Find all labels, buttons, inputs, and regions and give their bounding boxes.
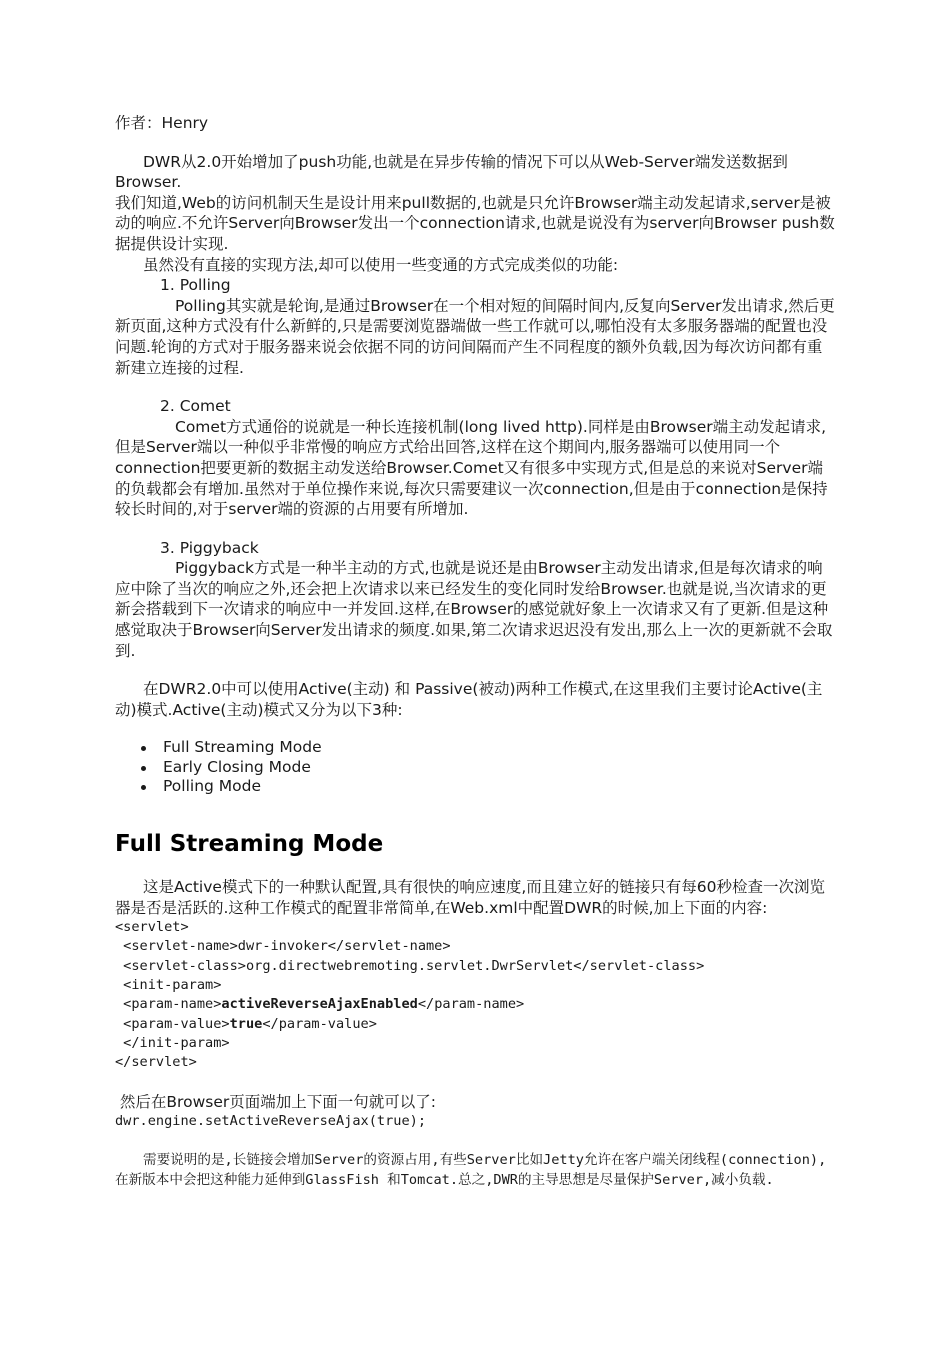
code-line: </param-value> xyxy=(262,1015,377,1032)
intro-paragraph-1: DWR从2.0开始增加了push功能,也就是在异步传输的情况下可以从Web-Server端发送数据到Browser. xyxy=(115,152,788,192)
section-intro: 这是Active模式下的一种默认配置,具有很快的响应速度,而且建立好的链接只有每60秒检查一次浏览器是否是活跃的.这种工作模式的配置非常简单,在Web.xml中配置DWR的时候,加上下面的内容: xyxy=(115,877,826,917)
method-title-polling: 1. Polling xyxy=(160,276,231,295)
browser-code: dwr.engine.setActiveReverseAjax(true); xyxy=(115,1113,426,1130)
code-line: <param-name> xyxy=(115,996,222,1013)
closing-note: 需要说明的是,长链接会增加Server的资源占用,有些Server比如Jetty允许在客户端关闭线程(connection),在新版本中会把这种能力延伸到GlassFish 和Tomcat.总之,DWR的主导思想是尽量保护Server,减小负载. xyxy=(115,1152,827,1189)
code-keyword: activeReverseAjaxEnabled xyxy=(221,996,418,1013)
author-line: 作者：Henry xyxy=(115,114,209,132)
modes-list xyxy=(115,738,837,797)
code-block xyxy=(115,918,837,1072)
intro-paragraph-2: 我们知道,Web的访问机制天生是设计用来pull数据的,也就是只允许Browser端主动发起请求,server是被动的响应.不允许Server向Browser发出一个connection请求,也就是说没有为server向Browser push数据提供设计实现. xyxy=(115,193,835,253)
intro-paragraph-3: 虽然没有直接的实现方法,却可以使用一些变通的方式完成类似的功能: xyxy=(143,255,619,274)
code-line: </param-name> xyxy=(417,996,525,1013)
browser-instruction: 然后在Browser页面端加上下面一句就可以了: xyxy=(115,1092,436,1111)
code-keyword: true xyxy=(229,1015,263,1032)
code-line: <init-param> xyxy=(115,977,222,994)
list-item: Polling Mode xyxy=(163,777,837,797)
spacer xyxy=(115,378,837,396)
method-body-polling: Polling其实就是轮询,是通过Browser在一个相对短的间隔时间内,反复向Server发出请求,然后更新页面,这种方式没有什么新鲜的,只是需要浏览器端做一些工作就可以,哪怕没有太多服务器端的配置也没问题.轮询的方式对于服务器来说会依据不同的访问间隔而产生不同程度的额外负载,因为每次访问都有重新建立连接的过程. xyxy=(115,296,835,377)
code-line: <servlet-class>org.directwebremoting.servlet.DwrServlet</servlet-class> xyxy=(115,957,705,974)
method-body-comet: Comet方式通俗的说就是一种长连接机制(long lived http).同样是由Browser端主动发起请求,但是Server端以一种似乎非常慢的响应方式给出回答,这样在这个期间内,服务器端可以使用同一个connection把要更新的数据主动发送给Browser.Comet又有很多中实现方式,但是总的来说对Server端的负载都会有增加.虽然对于单位操作来说,每次只需要建议一次connection,但是由于connection是保持较长时间的,对于server端的资源的占用要有所增加. xyxy=(115,417,828,519)
code-line: <servlet> xyxy=(115,919,189,936)
spacer xyxy=(115,1073,837,1092)
spacer xyxy=(115,797,837,829)
spacer xyxy=(115,520,837,538)
method-title-piggyback: 3. Piggyback xyxy=(160,538,259,557)
spacer xyxy=(115,859,837,877)
spacer xyxy=(115,134,837,152)
code-line: <servlet-name>dwr-invoker</servlet-name> xyxy=(115,938,451,955)
list-item: Full Streaming Mode xyxy=(163,738,837,758)
article xyxy=(115,113,837,1190)
section-heading: Full Streaming Mode xyxy=(115,830,384,857)
code-line: </servlet> xyxy=(115,1054,197,1071)
code-line: <param-value> xyxy=(115,1015,230,1032)
spacer xyxy=(115,1131,837,1150)
spacer xyxy=(115,661,837,679)
code-line: </init-param> xyxy=(115,1034,230,1051)
method-body-piggyback: Piggyback方式是一种半主动的方式,也就是说还是由Browser主动发出请求,但是每次请求的响应中除了当次的响应之外,还会把上次请求以来已经发生的变化同时发给Browser.也就是说,当次请求的更新会搭载到下一次请求的响应中一并发回.这样,在Browser的感觉就好象上一次请求又有了更新.但是这种感觉取决于Browser向Server发出请求的频度.如果,第二次请求迟迟没有发出,那么上一次的更新就不会取到. xyxy=(115,559,833,660)
spacer xyxy=(115,720,837,738)
modes-intro: 在DWR2.0中可以使用Active(主动) 和 Passive(被动)两种工作模式,在这里我们主要讨论Active(主动)模式.Active(主动)模式又分为以下3种: xyxy=(115,680,823,719)
method-title-comet: 2. Comet xyxy=(160,397,231,416)
list-item: Early Closing Mode xyxy=(163,758,837,778)
